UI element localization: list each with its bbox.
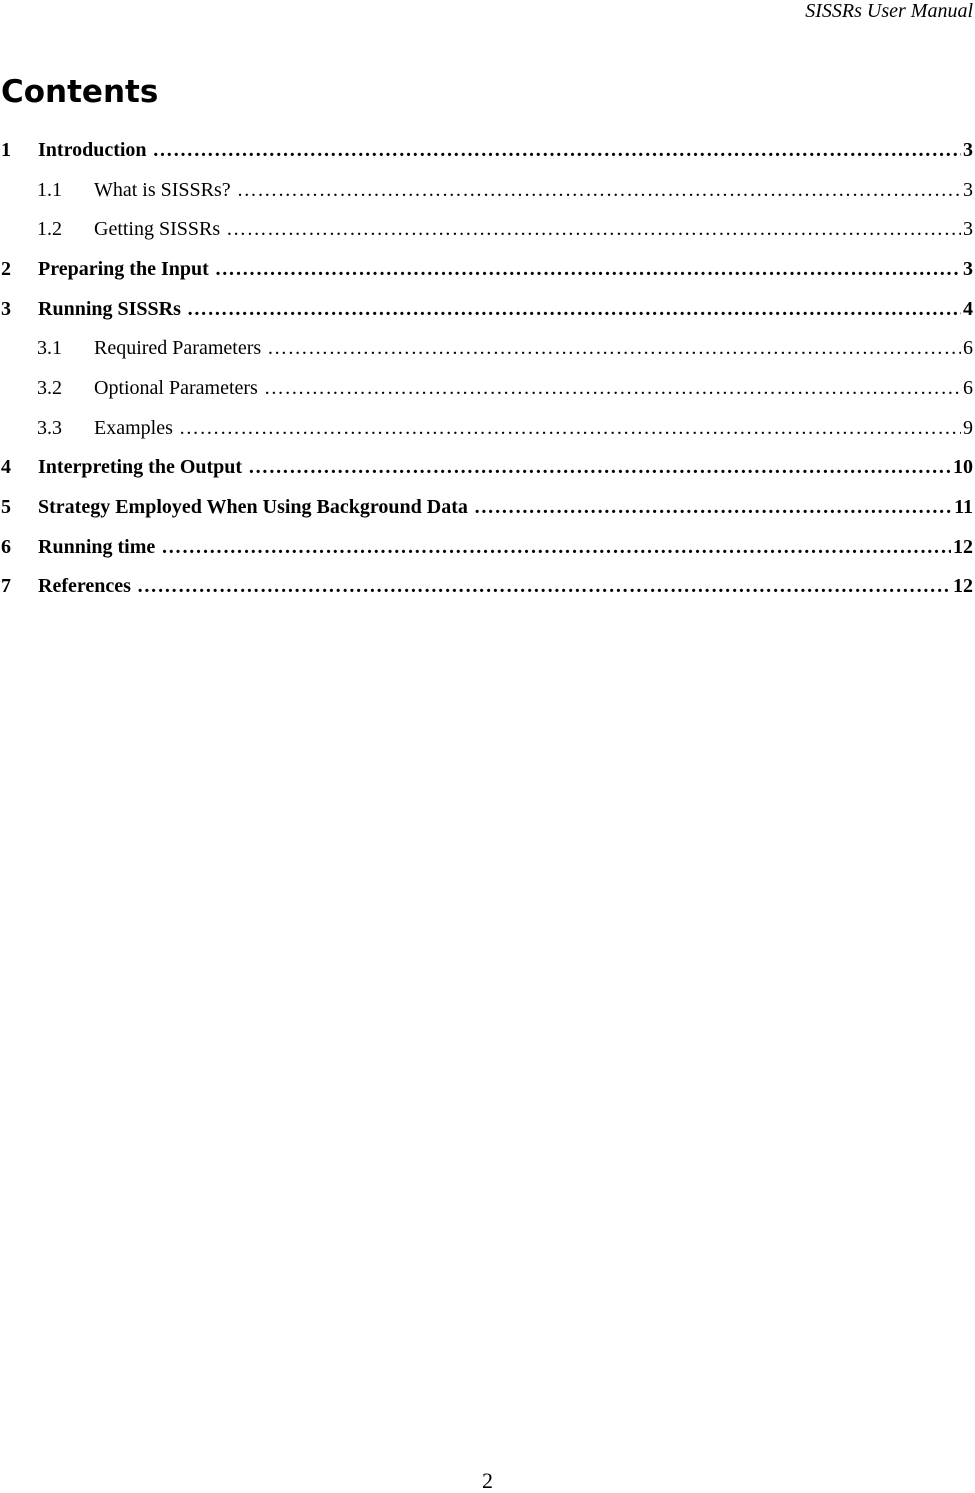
toc-number: 7 [1, 575, 11, 598]
toc-page-number: 3 [963, 218, 973, 241]
toc-leader [267, 337, 961, 359]
toc-leader [474, 496, 952, 518]
toc-entry-required-parameters[interactable] [0, 337, 975, 377]
toc-page-number: 3 [963, 139, 973, 161]
toc-page-number: 11 [954, 495, 973, 518]
toc-leader [179, 417, 961, 439]
toc-title: Interpreting the Output [38, 456, 243, 479]
toc-entry-examples[interactable] [0, 417, 975, 457]
toc-title: Running time [38, 535, 156, 558]
toc-number: 1.2 [37, 218, 62, 241]
toc-title: Getting SISSRs [94, 218, 221, 241]
toc-number: 6 [1, 535, 11, 558]
toc-page-number: 12 [953, 575, 973, 598]
toc-entry-introduction[interactable] [0, 139, 975, 179]
toc-number: 3.1 [37, 337, 62, 360]
toc-entry-getting-sissrs[interactable] [0, 218, 975, 258]
toc-number: 2 [1, 257, 11, 280]
toc-leader [215, 258, 961, 280]
toc-entry-what-is-sissrs[interactable] [0, 179, 975, 219]
page-number: 2 [482, 1468, 493, 1493]
page-title: Contents [1, 74, 159, 110]
toc-number: 3.3 [37, 416, 62, 439]
toc-title: References [38, 575, 131, 598]
toc-page-number: 9 [963, 416, 973, 439]
toc-leader [187, 298, 961, 320]
toc-page-number: 3 [963, 257, 973, 280]
toc-entry-optional-parameters[interactable] [0, 377, 975, 417]
toc-entry-strategy-background-data[interactable] [0, 496, 975, 536]
toc-title: Running SISSRs [38, 297, 181, 320]
toc-entry-interpreting-the-output[interactable] [0, 456, 975, 496]
toc-title: Optional Parameters [94, 376, 258, 399]
toc-page-number: 10 [953, 456, 973, 479]
toc-leader [237, 179, 961, 201]
toc-leader [137, 575, 951, 597]
toc-title: Introduction [38, 139, 147, 161]
toc-page-number: 6 [963, 337, 973, 360]
toc-page-number: 6 [963, 376, 973, 399]
toc-title: Preparing the Input [38, 257, 209, 280]
toc-leader [153, 139, 961, 161]
toc-page-number: 12 [953, 535, 973, 558]
toc-leader [226, 218, 961, 240]
toc-entry-running-sissrs[interactable] [0, 298, 975, 338]
toc-title: Strategy Employed When Using Background Data [38, 495, 468, 518]
running-header: SISSRs User Manual [805, 0, 973, 22]
toc-leader [248, 456, 951, 478]
toc-entry-preparing-the-input[interactable] [0, 258, 975, 298]
toc-number: 5 [1, 495, 11, 518]
toc-leader [161, 536, 951, 558]
toc-number: 3 [1, 297, 11, 320]
toc-title: Examples [94, 416, 173, 439]
toc-title: What is SISSRs? [94, 178, 231, 201]
toc-entry-running-time[interactable] [0, 536, 975, 576]
toc-number: 3.2 [37, 376, 62, 399]
table-of-contents [0, 139, 975, 615]
toc-number: 1.1 [37, 178, 62, 201]
toc-number: 4 [1, 456, 11, 479]
toc-leader [264, 377, 961, 399]
toc-page-number: 4 [963, 297, 973, 320]
toc-title: Required Parameters [94, 337, 262, 360]
toc-entry-references[interactable] [0, 575, 975, 615]
toc-number: 1 [1, 139, 11, 161]
toc-page-number: 3 [963, 178, 973, 201]
